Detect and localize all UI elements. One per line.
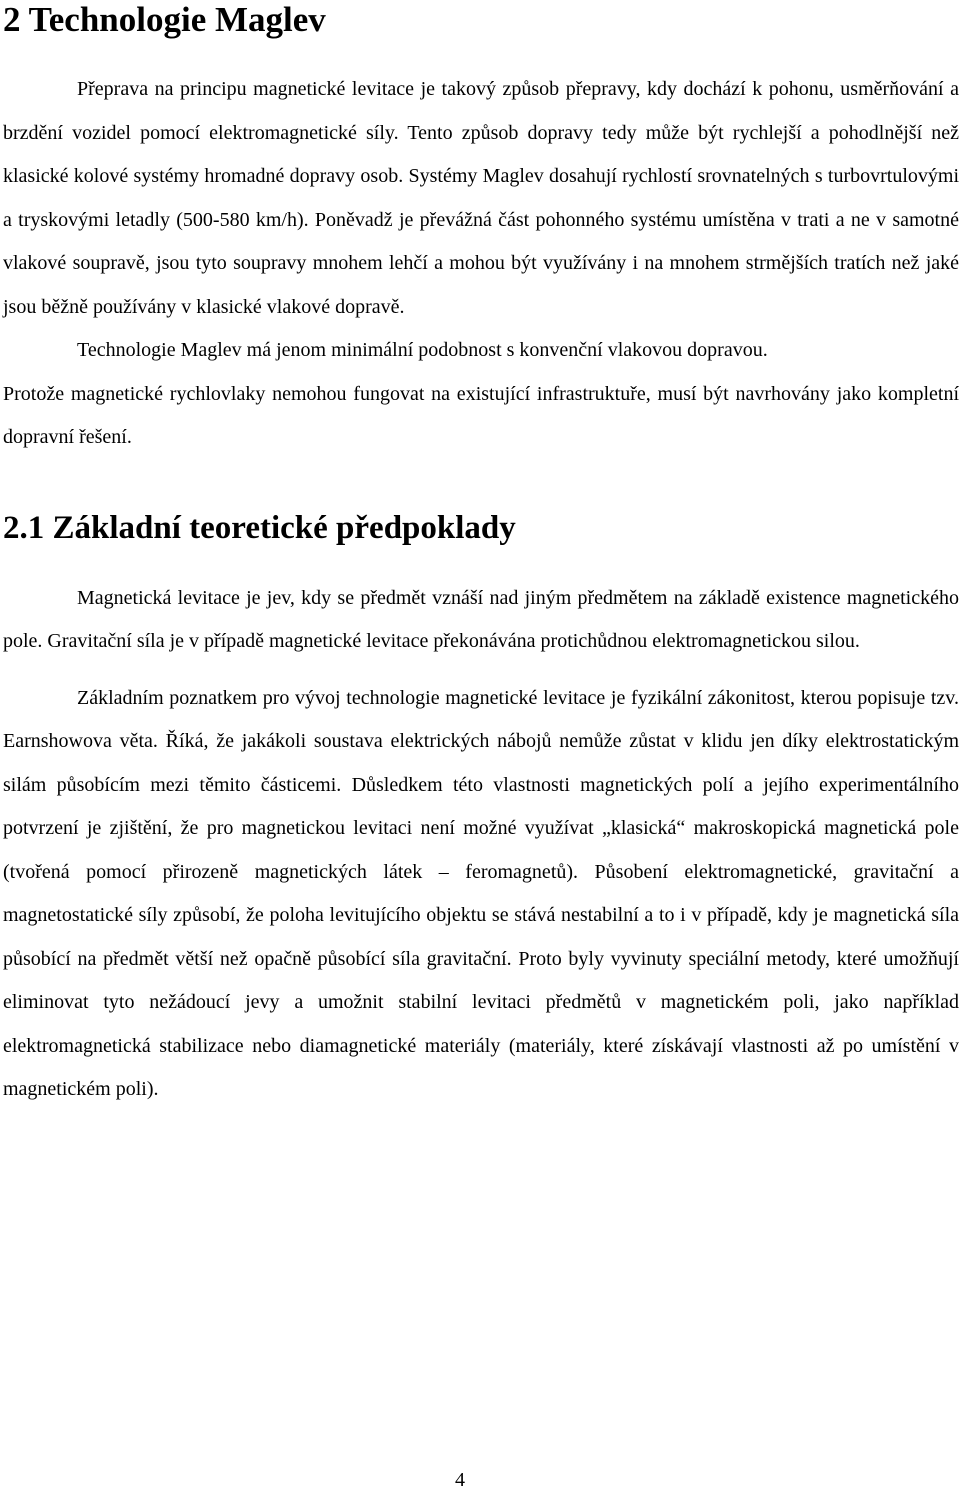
section-paragraph-1: Přeprava na principu magnetické levitace je takový způsob přepravy, kdy dochází k pohonu, usměrňování a brzdění vozidel pomocí elektromagnetické síly. Tento způsob dopravy tedy může být rychlejší a pohodlnější než klasické kolové systémy hromadné dopravy osob. Systémy Maglev dosahují rychlostí srovnatelných s turbovrtulovými a tryskovými letadly (500-580 km/h). Poněvadž je převážná část pohonného systému umístěna v trati a ne v samotné vlakové soupravě, jsou tyto soupravy mnohem lehčí a mohou být využívány i na mnohem strmějších tratích než jaké jsou běžně používány v klasické vlakové dopravě. — [3, 78, 959, 318]
subsection-paragraph-1: Magnetická levitace je jev, kdy se předmět vznáší nad jiným předmětem na základě existence magnetického pole. Gravitační síla je v případě magnetické levitace překonávána protichůdnou elektromagnetickou silou. — [3, 586, 959, 652]
subsection-heading: 2.1 Základní teoretické předpoklady — [3, 509, 516, 546]
section-heading: 2 Technologie Maglev — [3, 0, 326, 39]
page-content — [3, 0, 959, 1112]
subsection-paragraph-2: Základním poznatkem pro vývoj technologie magnetické levitace je fyzikální zákonitost, kterou popisuje tzv. Earnshowova věta. Říká, že jakákoli soustava elektrických nábojů nemůže zůstat v klidu jen díky elektrostatickým silám působícím mezi těmito částicemi. Důsledkem této vlastnosti magnetických polí a jejího experimentálního potvrzení je zjištění, že pro magnetickou levitaci není možné využívat „klasická“ makroskopická magnetická pole (tvořená pomocí přirozeně magnetických látek – feromagnetů). Působení elektromagnetické, gravitační a magnetostatické síly způsobí, že poloha levitujícího objektu se stává nestabilní a to i v případě, kdy je magnetická síla působící na předmět větší než opačně působící síla gravitační. Proto byly vyvinuty speciální metody, které umožňují eliminovat tyto nežádoucí jevy a umožnit stabilní levitaci předmětů v magnetickém poli, jako například elektromagnetická stabilizace nebo diamagnetické materiály (materiály, které získávají vlastnosti až po umístění v magnetickém poli). — [3, 686, 959, 1100]
section-paragraph-2: Technologie Maglev má jenom minimální podobnost s konvenční vlakovou dopravou. — [77, 339, 768, 361]
page-number: 4 — [455, 1469, 465, 1491]
section-paragraph-3: Protože magnetické rychlovlaky nemohou fungovat na existující infrastruktuře, musí být navrhovány jako kompletní dopravní řešení. — [3, 382, 959, 448]
